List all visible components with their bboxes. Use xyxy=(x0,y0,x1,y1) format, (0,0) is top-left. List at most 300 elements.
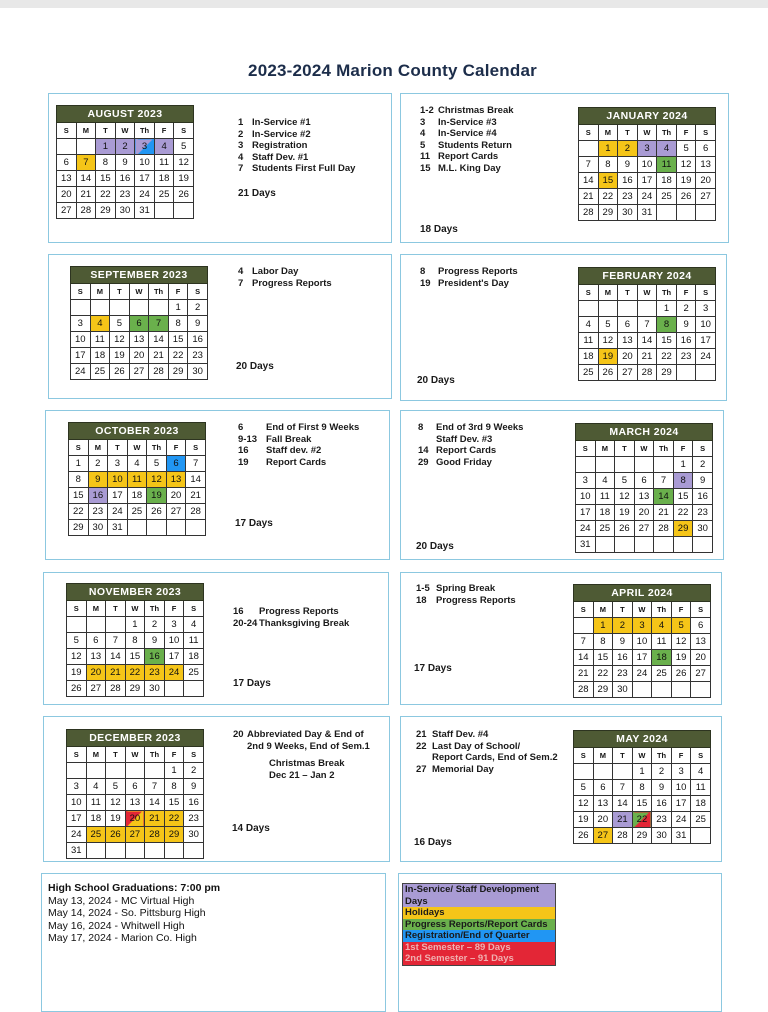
weekday-header: M xyxy=(593,602,613,618)
day-cell: 8 xyxy=(96,155,116,171)
day-cell: 23 xyxy=(88,504,108,520)
day-cell: 22 xyxy=(673,505,693,521)
day-cell: 12 xyxy=(106,795,126,811)
day-cell: 4 xyxy=(184,617,204,633)
day-cell: 13 xyxy=(57,171,77,187)
day-cell: 8 xyxy=(593,634,613,650)
event-date: 20-24 xyxy=(233,617,258,629)
day-cell: 16 xyxy=(88,488,108,504)
weekday-header: S xyxy=(691,602,711,618)
calendar-november-2023 xyxy=(66,583,204,697)
weekday-header: W xyxy=(129,284,149,300)
day-cell: 10 xyxy=(632,634,652,650)
day-cell: 1 xyxy=(168,300,188,316)
day-cell: 3 xyxy=(108,456,128,472)
day-cell: 7 xyxy=(579,157,599,173)
day-cell: 11 xyxy=(90,332,110,348)
empty-cell xyxy=(166,520,186,536)
day-cell: 14 xyxy=(149,332,169,348)
day-cell: 26 xyxy=(174,187,194,203)
day-cell: 9 xyxy=(613,634,633,650)
weekday-header: T xyxy=(618,125,638,141)
day-cell: 25 xyxy=(579,365,599,381)
day-cell: 20 xyxy=(86,665,106,681)
day-cell: 7 xyxy=(76,155,96,171)
day-cell: 12 xyxy=(110,332,130,348)
empty-cell xyxy=(691,682,711,698)
day-cell: 3 xyxy=(576,473,596,489)
event-date: 9-13 xyxy=(238,433,258,445)
day-cell: 5 xyxy=(106,779,126,795)
weekday-header: T xyxy=(96,123,116,139)
day-cell: 6 xyxy=(618,317,638,333)
day-cell: 23 xyxy=(693,505,713,521)
day-cell: 30 xyxy=(188,364,208,380)
empty-cell xyxy=(574,764,594,780)
event-row xyxy=(238,266,332,278)
day-cell: 3 xyxy=(637,141,657,157)
day-cell: 26 xyxy=(67,681,87,697)
month-header: MAY 2024 xyxy=(574,731,711,748)
event-date: 4 xyxy=(238,266,244,277)
events-january xyxy=(420,105,514,174)
legend-registration: Registration/End of Quarter xyxy=(402,930,556,942)
event-text: M.L. King Day xyxy=(438,162,501,174)
days-december: 14 Days xyxy=(232,823,270,834)
day-cell: 23 xyxy=(115,187,135,203)
event-text: Fall Break xyxy=(266,433,312,445)
event-text: Progress Reports xyxy=(436,594,516,606)
day-cell: 22 xyxy=(598,189,618,205)
weekday-header: S xyxy=(579,125,599,141)
day-cell: 18 xyxy=(154,171,174,187)
weekday-header: W xyxy=(125,601,145,617)
day-cell: 22 xyxy=(164,811,184,827)
day-cell: 20 xyxy=(618,349,638,365)
event-text: Memorial Day xyxy=(432,763,494,775)
weekday-header: Th xyxy=(657,125,677,141)
day-cell: 28 xyxy=(637,365,657,381)
day-cell: 11 xyxy=(86,795,106,811)
day-cell: 12 xyxy=(671,634,691,650)
event-text: Registration xyxy=(252,140,308,151)
day-cell: 13 xyxy=(593,796,613,812)
day-cell: 11 xyxy=(127,472,147,488)
day-cell: 27 xyxy=(618,365,638,381)
day-cell: 23 xyxy=(618,189,638,205)
events-may xyxy=(416,729,558,775)
event-text: Students Return xyxy=(438,139,512,151)
day-cell: 19 xyxy=(174,171,194,187)
day-cell: 15 xyxy=(657,333,677,349)
graduation-item: May 13, 2024 - MC Virtual High xyxy=(48,894,195,907)
day-cell: 9 xyxy=(188,316,208,332)
event-date: 16 xyxy=(238,445,249,456)
empty-cell xyxy=(579,301,599,317)
weekday-header: S xyxy=(188,284,208,300)
empty-cell xyxy=(574,618,594,634)
graduations xyxy=(48,882,220,945)
day-cell: 3 xyxy=(632,618,652,634)
day-cell: 30 xyxy=(613,682,633,698)
day-cell: 6 xyxy=(57,155,77,171)
empty-cell xyxy=(145,843,165,859)
day-cell: 10 xyxy=(67,795,87,811)
day-cell: 16 xyxy=(184,795,204,811)
day-cell: 21 xyxy=(579,189,599,205)
event-row xyxy=(233,618,349,630)
weekday-header: F xyxy=(164,601,184,617)
event-date: 21 xyxy=(416,729,427,740)
empty-cell xyxy=(634,457,654,473)
day-cell: 9 xyxy=(145,633,165,649)
event-date: 29 xyxy=(418,456,429,468)
empty-cell xyxy=(86,763,106,779)
day-cell: 6 xyxy=(86,633,106,649)
day-cell: 21 xyxy=(149,348,169,364)
weekday-header: S xyxy=(71,284,91,300)
day-cell: 7 xyxy=(574,634,594,650)
weekday-header: M xyxy=(595,441,615,457)
month-header: DECEMBER 2023 xyxy=(67,730,204,747)
days-april: 17 Days xyxy=(414,663,452,674)
event-row xyxy=(238,152,355,164)
event-date: 4 xyxy=(238,151,244,163)
empty-cell xyxy=(106,843,126,859)
day-cell: 27 xyxy=(166,504,186,520)
events-december xyxy=(233,729,370,781)
page-title: 2023-2024 Marion County Calendar xyxy=(248,61,537,80)
event-row xyxy=(418,457,523,469)
day-cell: 8 xyxy=(125,633,145,649)
day-cell: 8 xyxy=(598,157,618,173)
day-cell: 18 xyxy=(127,488,147,504)
day-cell: 21 xyxy=(637,349,657,365)
event-text: Christmas Break xyxy=(438,105,514,116)
day-cell: 15 xyxy=(164,795,184,811)
day-cell: 4 xyxy=(86,779,106,795)
day-cell: 31 xyxy=(637,205,657,221)
day-cell: 21 xyxy=(76,187,96,203)
day-cell: 2 xyxy=(613,618,633,634)
day-cell: 5 xyxy=(615,473,635,489)
day-cell: 20 xyxy=(696,173,716,189)
weekday-header: S xyxy=(696,285,716,301)
event-date: 18 xyxy=(416,594,427,606)
weekday-header: F xyxy=(164,747,184,763)
day-cell: 27 xyxy=(57,203,77,219)
weekday-header: W xyxy=(127,440,147,456)
event-text: Progress Reports xyxy=(252,277,332,289)
day-cell: 11 xyxy=(657,157,677,173)
day-cell: 31 xyxy=(108,520,128,536)
day-cell: 12 xyxy=(67,649,87,665)
event-date: 6 xyxy=(238,422,244,433)
day-cell: 2 xyxy=(115,139,135,155)
month-header: JANUARY 2024 xyxy=(579,108,716,125)
legend-sem1: 1st Semester – 89 Days xyxy=(402,942,556,954)
event-text: Staff Dev. #4 xyxy=(432,729,489,740)
day-cell: 14 xyxy=(613,796,633,812)
day-cell: 12 xyxy=(615,489,635,505)
event-row xyxy=(420,105,514,117)
weekday-header: M xyxy=(86,601,106,617)
empty-cell xyxy=(184,681,204,697)
day-cell: 4 xyxy=(652,618,672,634)
weekday-header: Th xyxy=(652,748,672,764)
event-row xyxy=(418,445,523,457)
weekday-header: F xyxy=(673,441,693,457)
day-cell: 18 xyxy=(652,650,672,666)
day-cell: 1 xyxy=(673,457,693,473)
day-cell: 24 xyxy=(135,187,155,203)
day-cell: 11 xyxy=(184,633,204,649)
day-cell: 2 xyxy=(652,764,672,780)
day-cell: 16 xyxy=(618,173,638,189)
day-cell: 4 xyxy=(127,456,147,472)
event-text: In-Service #3 xyxy=(438,116,497,128)
day-cell: 21 xyxy=(186,488,206,504)
event-date: 19 xyxy=(420,277,431,289)
event-date: 15 xyxy=(420,162,431,174)
day-cell: 3 xyxy=(671,764,691,780)
day-cell: 19 xyxy=(67,665,87,681)
day-cell: 22 xyxy=(593,666,613,682)
empty-cell xyxy=(634,537,654,553)
weekday-header: S xyxy=(574,748,594,764)
weekday-header: S xyxy=(67,747,87,763)
day-cell: 14 xyxy=(574,650,594,666)
day-cell: 15 xyxy=(69,488,89,504)
day-cell: 14 xyxy=(106,649,126,665)
days-march: 20 Days xyxy=(416,541,454,552)
day-cell: 22 xyxy=(69,504,89,520)
day-cell: 12 xyxy=(574,796,594,812)
event-text: Good Friday xyxy=(436,456,492,468)
events-september xyxy=(238,266,332,289)
weekday-header: F xyxy=(166,440,186,456)
day-cell: 1 xyxy=(632,764,652,780)
weekday-header: S xyxy=(57,123,77,139)
event-text: Progress Reports xyxy=(259,606,339,617)
weekday-header: F xyxy=(671,602,691,618)
days-september: 20 Days xyxy=(236,361,274,372)
day-cell: 5 xyxy=(574,780,594,796)
empty-cell xyxy=(186,520,206,536)
event-date: 11 xyxy=(420,151,431,162)
weekday-header: Th xyxy=(145,601,165,617)
event-date: 7 xyxy=(238,163,244,174)
day-cell: 21 xyxy=(613,812,633,828)
event-date: 7 xyxy=(238,277,244,289)
day-cell: 5 xyxy=(174,139,194,155)
event-date: 27 xyxy=(416,763,427,775)
event-row xyxy=(238,117,355,129)
event-date: 1 xyxy=(238,117,244,128)
weekday-header: W xyxy=(632,748,652,764)
day-cell: 11 xyxy=(652,634,672,650)
empty-cell xyxy=(149,300,169,316)
day-cell: 18 xyxy=(657,173,677,189)
weekday-header: Th xyxy=(147,440,167,456)
day-cell: 3 xyxy=(135,139,155,155)
day-cell: 18 xyxy=(579,349,599,365)
weekday-header: M xyxy=(598,285,618,301)
day-cell: 25 xyxy=(86,827,106,843)
event-row xyxy=(418,422,523,445)
day-cell: 29 xyxy=(632,828,652,844)
day-cell: 29 xyxy=(168,364,188,380)
weekday-header: W xyxy=(637,285,657,301)
empty-cell xyxy=(673,537,693,553)
day-cell: 22 xyxy=(632,812,652,828)
event-row xyxy=(420,278,518,290)
day-cell: 9 xyxy=(618,157,638,173)
month-header: NOVEMBER 2023 xyxy=(67,584,204,601)
events-april xyxy=(416,583,516,606)
day-cell: 5 xyxy=(110,316,130,332)
weekday-header: S xyxy=(576,441,596,457)
day-cell: 19 xyxy=(671,650,691,666)
day-cell: 29 xyxy=(598,205,618,221)
day-cell: 26 xyxy=(147,504,167,520)
day-cell: 21 xyxy=(574,666,594,682)
day-cell: 20 xyxy=(634,505,654,521)
day-cell: 8 xyxy=(632,780,652,796)
weekday-header: Th xyxy=(657,285,677,301)
day-cell: 3 xyxy=(71,316,91,332)
day-cell: 17 xyxy=(671,796,691,812)
day-cell: 6 xyxy=(166,456,186,472)
day-cell: 27 xyxy=(593,828,613,844)
day-cell: 24 xyxy=(637,189,657,205)
month-header: AUGUST 2023 xyxy=(57,106,194,123)
day-cell: 15 xyxy=(632,796,652,812)
day-cell: 17 xyxy=(108,488,128,504)
day-cell: 15 xyxy=(168,332,188,348)
day-cell: 5 xyxy=(598,317,618,333)
events-february xyxy=(420,266,518,289)
event-date: 8 xyxy=(420,266,426,277)
legend-progress: Progress Reports/Report Cards xyxy=(402,919,556,931)
day-cell: 24 xyxy=(576,521,596,537)
day-cell: 16 xyxy=(613,650,633,666)
day-cell: 11 xyxy=(154,155,174,171)
event-text: In-Service #1 xyxy=(252,117,311,128)
day-cell: 30 xyxy=(652,828,672,844)
day-cell: 14 xyxy=(637,333,657,349)
day-cell: 10 xyxy=(576,489,596,505)
day-cell: 22 xyxy=(168,348,188,364)
event-text: Abbreviated Day & End of 2nd 9 Weeks, End of Sem.1 xyxy=(247,729,370,752)
day-cell: 17 xyxy=(637,173,657,189)
day-cell: 26 xyxy=(110,364,130,380)
events-october xyxy=(238,422,359,468)
event-date: 4 xyxy=(420,128,426,139)
day-cell: 7 xyxy=(149,316,169,332)
event-text: Students First Full Day xyxy=(252,163,356,174)
day-cell: 25 xyxy=(184,665,204,681)
empty-cell xyxy=(576,457,596,473)
day-cell: 1 xyxy=(598,141,618,157)
empty-cell xyxy=(632,682,652,698)
day-cell: 9 xyxy=(652,780,672,796)
day-cell: 1 xyxy=(125,617,145,633)
day-cell: 5 xyxy=(67,633,87,649)
weekday-header: T xyxy=(618,285,638,301)
day-cell: 13 xyxy=(634,489,654,505)
weekday-header: W xyxy=(125,747,145,763)
day-cell: 14 xyxy=(186,472,206,488)
day-cell: 23 xyxy=(145,665,165,681)
day-cell: 7 xyxy=(613,780,633,796)
days-august: 21 Days xyxy=(238,188,276,199)
day-cell: 27 xyxy=(691,666,711,682)
day-cell: 27 xyxy=(696,189,716,205)
day-cell: 27 xyxy=(125,827,145,843)
day-cell: 17 xyxy=(135,171,155,187)
event-date: 1-2 xyxy=(420,105,434,116)
day-cell: 2 xyxy=(676,301,696,317)
empty-cell xyxy=(164,681,184,697)
weekday-header: S xyxy=(579,285,599,301)
event-row xyxy=(416,583,516,595)
day-cell: 30 xyxy=(115,203,135,219)
event-row xyxy=(233,729,370,752)
day-cell: 17 xyxy=(67,811,87,827)
empty-cell xyxy=(615,537,635,553)
event-row xyxy=(233,606,349,618)
day-cell: 29 xyxy=(69,520,89,536)
day-cell: 3 xyxy=(696,301,716,317)
events-november xyxy=(233,606,349,629)
month-header: FEBRUARY 2024 xyxy=(579,268,716,285)
day-cell: 26 xyxy=(598,365,618,381)
calendar-april-2024 xyxy=(573,584,711,698)
day-cell: 11 xyxy=(691,780,711,796)
weekday-header: T xyxy=(108,440,128,456)
weekday-header: M xyxy=(598,125,618,141)
day-cell: 2 xyxy=(618,141,638,157)
day-cell: 16 xyxy=(652,796,672,812)
event-date: 3 xyxy=(238,140,244,151)
day-cell: 22 xyxy=(125,665,145,681)
day-cell: 19 xyxy=(147,488,167,504)
empty-cell xyxy=(125,763,145,779)
weekday-header: S xyxy=(184,601,204,617)
weekday-header: Th xyxy=(135,123,155,139)
weekday-header: T xyxy=(613,602,633,618)
day-cell: 15 xyxy=(598,173,618,189)
event-date xyxy=(233,758,247,781)
day-cell: 30 xyxy=(618,205,638,221)
event-row xyxy=(238,278,332,290)
day-cell: 23 xyxy=(184,811,204,827)
day-cell: 11 xyxy=(595,489,615,505)
day-cell: 1 xyxy=(164,763,184,779)
day-cell: 19 xyxy=(676,173,696,189)
legend-holidays: Holidays xyxy=(402,907,556,919)
day-cell: 29 xyxy=(657,365,677,381)
empty-cell xyxy=(618,301,638,317)
day-cell: 4 xyxy=(657,141,677,157)
weekday-header: T xyxy=(106,747,126,763)
day-cell: 25 xyxy=(127,504,147,520)
event-text: Report Cards xyxy=(438,151,499,162)
empty-cell xyxy=(76,139,96,155)
event-row xyxy=(420,128,514,140)
empty-cell xyxy=(110,300,130,316)
